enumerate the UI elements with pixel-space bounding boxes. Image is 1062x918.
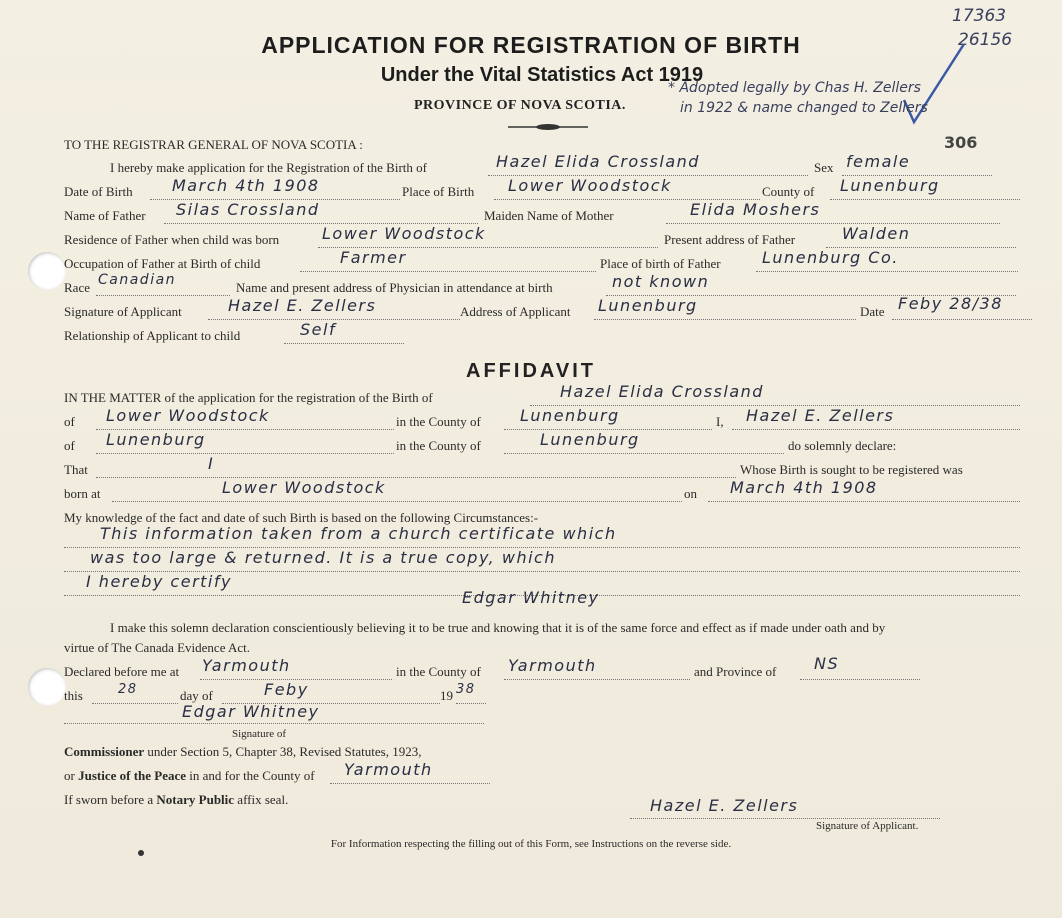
relationship-label: Relationship of Applicant to child: [64, 328, 241, 343]
father-value: Silas Crossland: [176, 200, 320, 219]
corner-number: 17363: [952, 6, 1007, 26]
corner-number: 26156: [958, 30, 1013, 50]
dob-label: Date of Birth: [64, 184, 133, 199]
pob-label: Place of Birth: [402, 184, 475, 199]
notary-text-2: affix seal.: [237, 792, 289, 807]
declared-label: Declared before me at: [64, 664, 180, 679]
born-at-value: Lower Woodstock: [222, 478, 386, 497]
applicant-signature-label: Signature of Applicant.: [816, 820, 919, 832]
pob-value: Lower Woodstock: [508, 176, 672, 195]
this-value: 28: [118, 682, 138, 697]
province-label: and Province of: [694, 664, 777, 679]
circumstance-line-1: This information taken from a church certificate which: [100, 524, 617, 543]
dotted-line: [666, 223, 1000, 224]
dotted-line: [594, 319, 856, 320]
dob-value: March 4th 1908: [172, 176, 320, 195]
commissioner-text: under Section 5, Chapter 38, Revised Statutes, 1923,: [147, 744, 422, 759]
on-value: March 4th 1908: [730, 478, 878, 497]
sex-label: Sex: [814, 160, 834, 175]
declared-value: Yarmouth: [202, 656, 291, 675]
date-label: Date: [860, 304, 885, 319]
i-label: I,: [716, 414, 724, 429]
day-of-label: day of: [180, 688, 213, 703]
i-value: Hazel E. Zellers: [746, 406, 895, 425]
jp-county-value: Yarmouth: [344, 760, 433, 779]
knowledge-label: My knowledge of the fact and date of such Birth is based on the following Circumstances:-: [64, 510, 539, 525]
in-county2-value: Lunenburg: [540, 430, 640, 449]
dotted-line: [504, 679, 690, 680]
dotted-line: [708, 501, 1020, 502]
sex-value: female: [846, 152, 911, 171]
dotted-line: [630, 818, 940, 819]
race-label: Race: [64, 280, 90, 295]
notary-label: Notary Public: [156, 792, 235, 807]
dotted-line: [96, 295, 230, 296]
dotted-line: [92, 703, 178, 704]
to-registrar-label: TO THE REGISTRAR GENERAL OF NOVA SCOTIA :: [64, 137, 363, 152]
of-label: of: [64, 414, 75, 429]
year-value: 38: [456, 682, 476, 697]
child-name-value: Hazel Elida Crossland: [496, 152, 700, 171]
solemn-declaration-1: I make this solemn declaration conscientiously believing it to be true and knowing that it is of the same force and effect as if made under oath and by: [110, 620, 886, 635]
that-label: That: [64, 462, 88, 477]
father-birthplace-label: Place of birth of Father: [600, 256, 721, 271]
dotted-line: [456, 703, 486, 704]
whose-birth-label: Whose Birth is sought to be registered was: [740, 462, 963, 477]
applicant-address-label: Address of Applicant: [460, 304, 571, 319]
in-county-label: in the County of: [396, 414, 481, 429]
day-value: Feby: [264, 680, 309, 699]
of-value: Lower Woodstock: [106, 406, 270, 425]
of2-label: of: [64, 438, 75, 453]
occupation-value: Farmer: [340, 248, 407, 267]
commissioner-signature: Edgar Whitney: [182, 702, 320, 721]
form-number: 306: [944, 133, 978, 152]
dotted-line: [112, 501, 682, 502]
jp-text: in and for the County of: [189, 768, 315, 783]
matter-value: Hazel Elida Crossland: [560, 382, 764, 401]
solemn-declaration-2: virtue of The Canada Evidence Act.: [64, 640, 251, 655]
adoption-note-line2: in 1922 & name changed to Zellers: [680, 100, 928, 116]
dotted-line: [800, 679, 920, 680]
dotted-line: [830, 199, 1020, 200]
witness-signature: Edgar Whitney: [462, 588, 600, 607]
dotted-line: [284, 343, 404, 344]
circumstance-line-2: was too large & returned. It is a true copy, which: [90, 548, 556, 567]
in-county2-label: in the County of: [396, 438, 481, 453]
residence-value: Lower Woodstock: [322, 224, 486, 243]
form-title: APPLICATION FOR REGISTRATION OF BIRTH: [261, 32, 801, 58]
applicant-signature-value: Hazel E. Zellers: [228, 296, 377, 315]
mother-value: Elida Moshers: [690, 200, 821, 219]
matter-label: IN THE MATTER of the application for the registration of the Birth of: [64, 390, 433, 405]
that-value: I: [208, 454, 215, 473]
punch-hole: [28, 252, 66, 290]
signature-label: Signature of Applicant: [64, 304, 182, 319]
province-value: NS: [814, 654, 840, 673]
county-value: Lunenburg: [840, 176, 940, 195]
this-label: this: [64, 688, 83, 703]
on-label: on: [684, 486, 697, 501]
punch-hole: [28, 668, 66, 706]
circumstance-line-3: I hereby certify: [86, 572, 232, 591]
present-address-value: Walden: [842, 224, 911, 243]
notary-text-1: If sworn before a: [64, 792, 154, 807]
county-label: County of: [762, 184, 815, 199]
declared-county-label: in the County of: [396, 664, 481, 679]
footer-info: For Information respecting the filling out of this Form, see Instructions on the reverse side.: [330, 838, 732, 850]
born-at-label: born at: [64, 486, 101, 501]
commissioner-label: Commissioner: [64, 744, 145, 759]
intro-label: I hereby make application for the Registration of the Birth of: [110, 160, 427, 175]
physician-label: Name and present address of Physician in attendance at birth: [236, 280, 553, 295]
mother-label: Maiden Name of Mother: [484, 208, 614, 223]
province-heading: PROVINCE OF NOVA SCOTIA.: [414, 98, 626, 113]
present-address-label: Present address of Father: [664, 232, 796, 247]
father-label: Name of Father: [64, 208, 146, 223]
form-subtitle: Under the Vital Statistics Act 1919: [380, 64, 704, 86]
residence-label: Residence of Father when child was born: [64, 232, 280, 247]
in-county-value: Lunenburg: [520, 406, 620, 425]
signature-of-label: Signature of: [232, 728, 287, 740]
race-value: Canadian: [98, 272, 177, 288]
dotted-line: [96, 477, 736, 478]
physician-value: not known: [612, 272, 710, 291]
relationship-value: Self: [300, 320, 337, 339]
or-label: or: [64, 768, 75, 783]
ornament-divider: [508, 123, 588, 131]
dot-mark: [138, 850, 144, 856]
applicant-signature-bottom: Hazel E. Zellers: [650, 796, 799, 815]
declare-label: do solemnly declare:: [788, 438, 897, 453]
occupation-label: Occupation of Father at Birth of child: [64, 256, 261, 271]
dotted-line: [756, 271, 1018, 272]
dotted-line: [300, 271, 596, 272]
dotted-line: [892, 319, 1032, 320]
declared-county-value: Yarmouth: [508, 656, 597, 675]
applicant-address-value: Lunenburg: [598, 296, 698, 315]
affidavit-heading: AFFIDAVIT: [466, 360, 596, 382]
dotted-line: [732, 429, 1020, 430]
year-label: 19: [440, 688, 453, 703]
jp-label: Justice of the Peace: [78, 768, 187, 783]
adoption-note-line1: * Adopted legally by Chas H. Zellers: [668, 80, 921, 96]
of2-value: Lunenburg: [106, 430, 206, 449]
date-value: Feby 28/38: [898, 294, 1003, 313]
father-birthplace-value: Lunenburg Co.: [762, 248, 899, 267]
dotted-line: [96, 453, 394, 454]
dotted-line: [64, 723, 484, 724]
dotted-line: [330, 783, 490, 784]
dotted-line: [504, 453, 784, 454]
